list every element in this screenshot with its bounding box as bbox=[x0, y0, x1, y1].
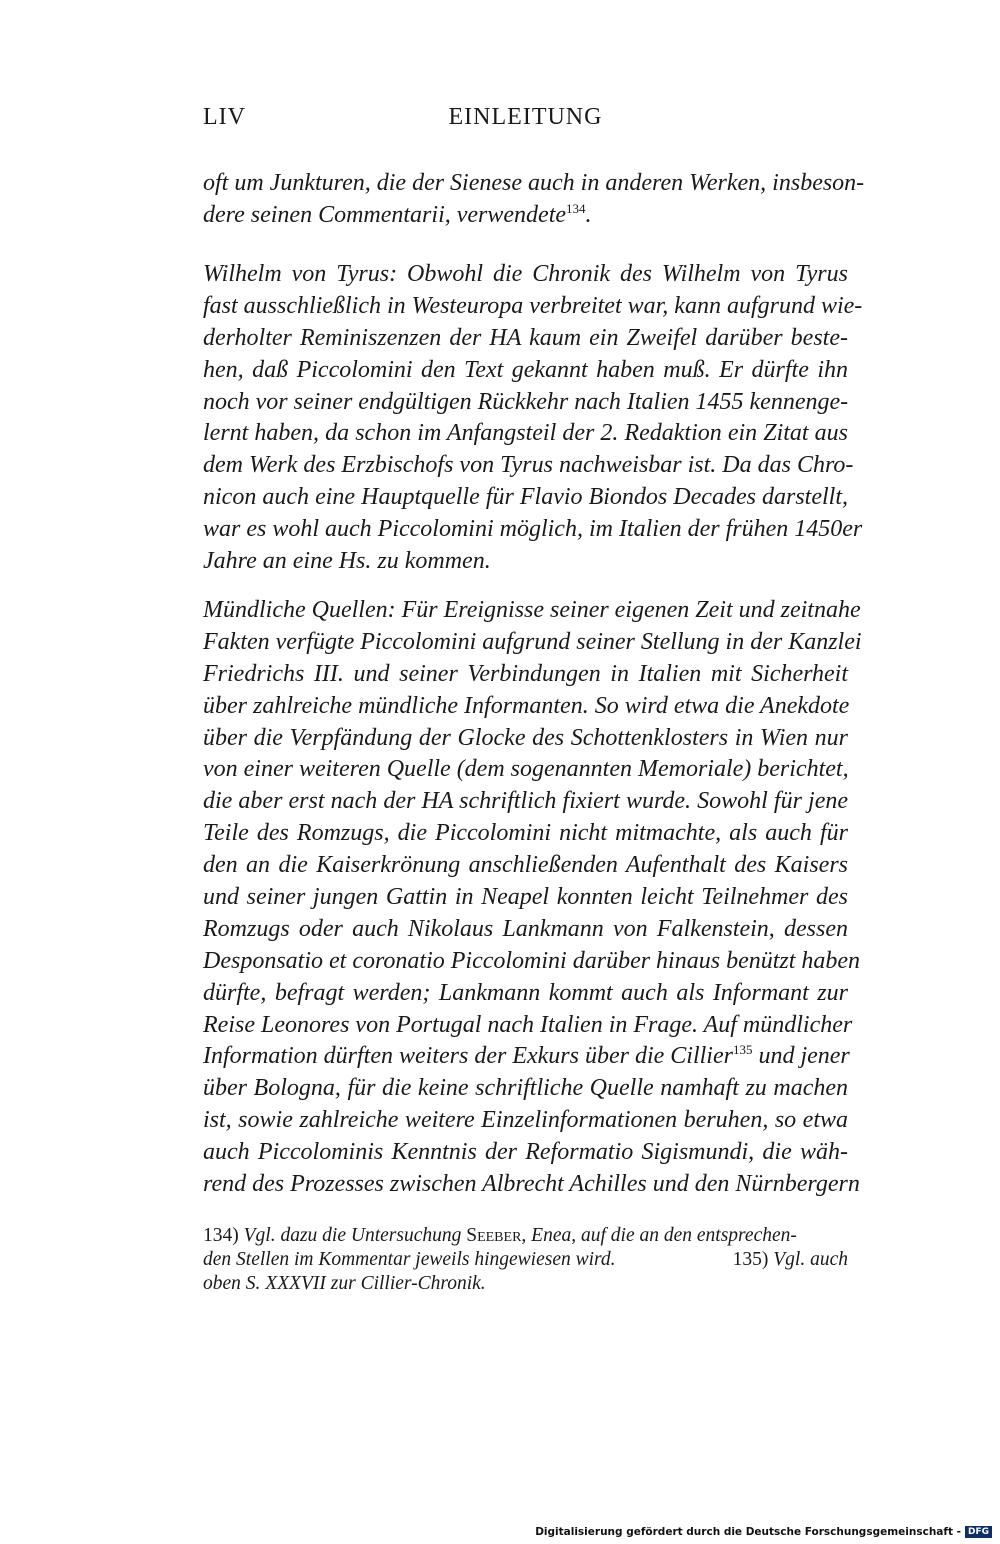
footnote-line-2: den Stellen im Kommentar jeweils hingewiesen wird. 135) Vgl. auch bbox=[203, 1249, 848, 1270]
footnote-number-134: 134) bbox=[203, 1225, 239, 1246]
text-line: fast ausschließlich in Westeuropa verbreitet war, kann aufgrund wie- bbox=[203, 292, 863, 319]
text-line: Reise Leonores von Portugal nach Italien in Frage. Auf mündlicher bbox=[203, 1011, 853, 1038]
footnote-134-line-1: 134) Vgl. dazu die Untersuchung Seeber, Enea, auf die an den entsprechen- bbox=[203, 1225, 797, 1246]
text-line: hen, daß Piccolomini den Text gekannt haben muß. Er dürfte ihn bbox=[203, 356, 848, 383]
running-title: EINLEITUNG bbox=[448, 104, 603, 130]
text-line: war es wohl auch Piccolomini möglich, im Italien der frühen 1450er bbox=[203, 516, 863, 543]
text-line: von einer weiteren Quelle (dem sogenannten Memoriale) berichtet, bbox=[203, 756, 849, 783]
text-line: ist, sowie zahlreiche weitere Einzelinformationen beruhen, so etwa bbox=[203, 1107, 848, 1134]
text-line: Teile des Romzugs, die Piccolomini nicht mitmachte, als auch für bbox=[203, 820, 848, 847]
text-line: Fakten verfügte Piccolomini aufgrund seiner Stellung in der Kanzlei bbox=[203, 628, 862, 655]
paragraph-3 bbox=[203, 595, 862, 1201]
text-line: Jahre an eine Hs. zu kommen. bbox=[203, 548, 491, 575]
text-line: über zahlreiche mündliche Informanten. So wird etwa die Anekdote bbox=[203, 692, 850, 719]
text-line: dem Werk des Erzbischofs von Tyrus nachweisbar ist. Da das Chro- bbox=[203, 452, 854, 479]
text-line: dürfte, befragt werden; Lankmann kommt auch als Informant zur bbox=[203, 979, 848, 1006]
text-line: dere seinen Commentarii, verwendete$^{134}$. bbox=[203, 200, 592, 228]
text-line: den an die Kaiserkrönung anschließenden Aufenthalt des Kaisers bbox=[203, 852, 848, 879]
text-line: die aber erst nach der HA schriftlich fixiert wurde. Sowohl für jene bbox=[203, 788, 848, 815]
funding-notice-text: Digitalisierung gefördert durch die Deutsche Forschungsgemeinschaft - bbox=[535, 1526, 961, 1538]
text-line: oft um Junkturen, die der Sienese auch in anderen Werken, insbeson- bbox=[203, 170, 865, 196]
footnotes bbox=[203, 1224, 848, 1296]
text-line: rend des Prozesses zwischen Albrecht Achilles und den Nürnbergern bbox=[203, 1171, 860, 1198]
author-name: Seeber bbox=[466, 1225, 522, 1246]
footnote-ref-135: 135 bbox=[732, 1042, 753, 1058]
page-header bbox=[203, 104, 848, 138]
text-line: Wilhelm von Tyrus: Obwohl die Chronik des Wilhelm von Tyrus bbox=[203, 261, 848, 287]
text-line: auch Piccolominis Kenntnis der Reformatio Sigismundi, die wäh- bbox=[203, 1139, 848, 1166]
text-line: Mündliche Quellen: Für Ereignisse seiner eigenen Zeit und zeitnahe bbox=[203, 597, 861, 623]
text-line: über die Verpfändung der Glocke des Schottenklosters in Wien nur bbox=[203, 724, 848, 751]
text-line: lernt haben, da schon im Anfangsteil der 2. Redaktion ein Zitat aus bbox=[203, 420, 848, 447]
text-line: Friedrichs III. und seiner Verbindungen in Italien mit Sicherheit bbox=[203, 660, 848, 687]
text-line: Desponsatio et coronatio Piccolomini darüber hinaus benützt haben bbox=[203, 947, 861, 974]
paragraph-1 bbox=[203, 168, 865, 232]
text-line: Romzugs oder auch Nikolaus Lankmann von Falkenstein, dessen bbox=[203, 915, 848, 942]
footnote-ref-134: 134 bbox=[566, 200, 586, 216]
paragraph-2 bbox=[203, 259, 863, 578]
text-line: noch vor seiner endgültigen Rückkehr nach Italien 1455 kennenge- bbox=[203, 388, 849, 415]
dfg-logo: DFG bbox=[965, 1526, 992, 1538]
text-line: derholter Reminiszenzen der HA kaum ein Zweifel darüber beste- bbox=[203, 324, 848, 351]
page-number: LIV bbox=[203, 104, 246, 130]
text-line: und seiner jungen Gattin in Neapel konnten leicht Teilnehmer des bbox=[203, 884, 848, 911]
footnote-135-line-2: oben S. XXXVII zur Cillier-Chronik. bbox=[203, 1273, 486, 1294]
text-line: Information dürften weiters der Exkurs über die Cillier$^{135}$ und jener bbox=[203, 1042, 850, 1070]
funding-notice bbox=[535, 1526, 992, 1538]
footnote-number-135: 135) bbox=[732, 1249, 769, 1270]
text-line: nicon auch eine Hauptquelle für Flavio Biondos Decades darstellt, bbox=[203, 484, 848, 511]
text-line: über Bologna, für die keine schriftliche Quelle namhaft zu machen bbox=[203, 1075, 848, 1102]
